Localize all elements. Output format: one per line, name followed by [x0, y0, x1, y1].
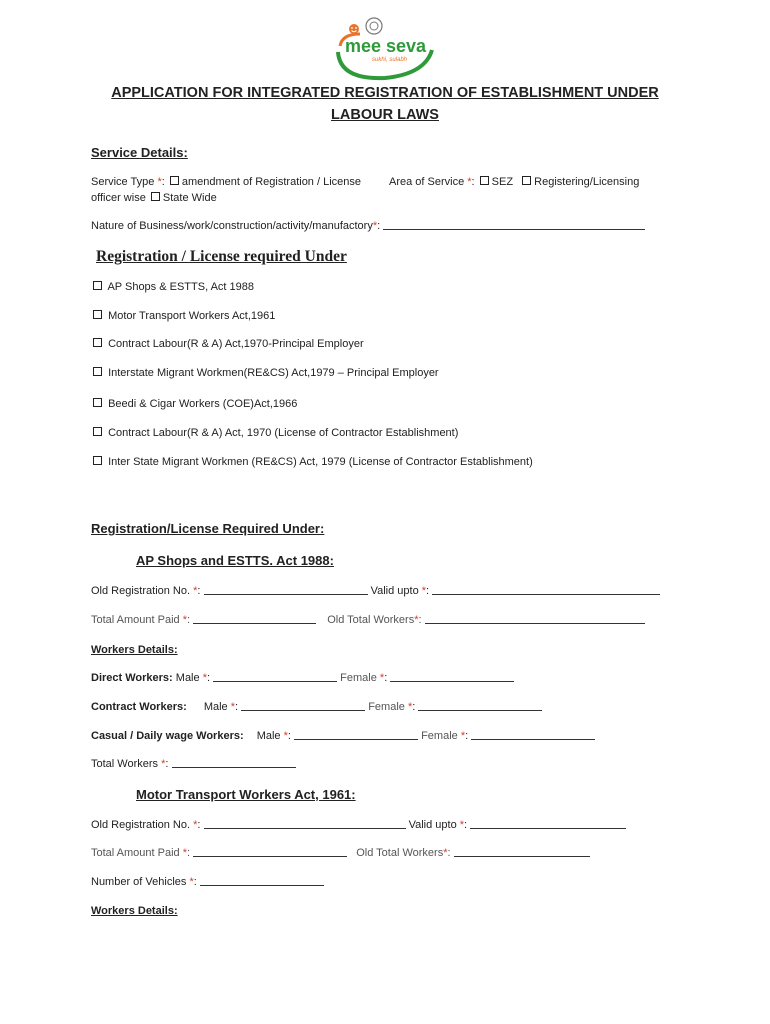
required-star: * [230, 701, 236, 713]
act-label: AP Shops & ESTTS, Act 1988 [107, 281, 254, 293]
colon: : [193, 876, 197, 888]
colon: : [187, 847, 191, 859]
state-wide-option-label: State Wide [162, 192, 217, 204]
act-checkbox[interactable] [93, 281, 102, 290]
state-wide-checkbox[interactable] [151, 192, 160, 201]
colon: : [384, 672, 388, 684]
colon: : [287, 730, 291, 742]
act-label: Contract Labour(R & A) Act,1970-Principal Employer [108, 338, 364, 350]
casual-workers-label: Casual / Daily wage Workers: [91, 730, 244, 742]
amendment-checkbox[interactable] [170, 176, 179, 185]
ap-old-registration-input[interactable] [204, 585, 368, 595]
required-star: * [407, 701, 413, 713]
direct-male-input[interactable] [213, 672, 337, 682]
old-total-workers-label: Old Total Workers [327, 614, 415, 626]
colon: : [426, 585, 430, 597]
required-star: * [467, 176, 472, 188]
motor-valid-upto-input[interactable] [470, 819, 626, 829]
male-label: Male [175, 672, 200, 684]
colon: : [235, 701, 239, 713]
valid-upto-label: Valid upto [408, 819, 457, 831]
colon: : [447, 847, 451, 859]
motor-old-registration-row [91, 819, 626, 831]
old-registration-label: Old Registration No. [91, 585, 191, 597]
act-item [91, 281, 254, 293]
required-star: * [372, 220, 378, 232]
colon: : [165, 758, 169, 770]
amendment-option-label: amendment of Registration / License [181, 176, 362, 188]
act-item [91, 427, 458, 439]
service-type-row [91, 176, 361, 188]
nature-of-business-input[interactable] [383, 220, 645, 230]
female-label: Female [340, 672, 377, 684]
total-workers-label: Total Workers [91, 758, 159, 770]
logo-text: mee seva [345, 36, 427, 56]
required-star: * [283, 730, 288, 742]
required-star: * [193, 819, 198, 831]
female-label: Female [368, 701, 405, 713]
required-star: * [459, 819, 465, 831]
act-checkbox[interactable] [93, 310, 102, 319]
male-label: Male [203, 701, 228, 713]
logo-face-icon [349, 24, 359, 34]
required-star: * [189, 876, 194, 888]
motor-total-amount-input[interactable] [193, 847, 347, 857]
ap-old-registration-row [91, 585, 660, 597]
male-label: Male [256, 730, 281, 742]
act-label: Contract Labour(R & A) Act, 1970 (License of Contractor Establishment) [108, 427, 459, 439]
act-label: Motor Transport Workers Act,1961 [108, 310, 276, 322]
colon: : [187, 614, 191, 626]
colon: : [464, 819, 468, 831]
act-label: Inter State Migrant Workmen (RE&CS) Act, 1979 (License of Contractor Establishment) [108, 456, 533, 468]
ap-valid-upto-input[interactable] [432, 585, 660, 595]
required-star: * [414, 614, 419, 626]
act-label: Beedi & Cigar Workers (COE)Act,1966 [108, 398, 298, 410]
valid-upto-label: Valid upto [370, 585, 419, 597]
required-star: * [421, 585, 427, 597]
contract-workers-label: Contract Workers: [91, 701, 187, 713]
logo-tagline: sukhi, sulabh [372, 57, 408, 63]
registering-option-label: Registering/Licensing [534, 176, 640, 188]
required-star: * [193, 585, 198, 597]
registering-checkbox[interactable] [522, 176, 531, 185]
act-item [91, 338, 364, 350]
officer-wise-label: officer wise [91, 192, 146, 204]
colon: : [412, 701, 416, 713]
act-checkbox[interactable] [93, 427, 102, 436]
required-star: * [157, 176, 162, 188]
act-checkbox[interactable] [93, 456, 102, 465]
registration-required-heading: Registration / License required Under [96, 248, 347, 265]
ap-total-amount-input[interactable] [193, 614, 316, 624]
motor-amount-row [91, 847, 590, 859]
emblem-icon [366, 18, 382, 34]
ap-workers-details-heading: Workers Details: [91, 644, 178, 656]
act-checkbox[interactable] [93, 398, 102, 407]
act-checkbox[interactable] [93, 367, 102, 376]
motor-old-registration-input[interactable] [204, 819, 406, 829]
required-star: * [443, 847, 448, 859]
service-type-label: Service Type [91, 176, 155, 188]
act-item [91, 310, 275, 322]
area-of-service-label: Area of Service [389, 176, 465, 188]
nature-of-business-label: Nature of Business/work/construction/activity/manufactory [91, 220, 373, 232]
colon: : [197, 585, 201, 597]
direct-female-input[interactable] [390, 672, 514, 682]
colon: : [471, 176, 475, 188]
colon: : [206, 672, 211, 684]
area-of-service-row [389, 176, 639, 188]
motor-old-total-workers-input[interactable] [454, 847, 590, 857]
officer-wise-row [91, 192, 217, 204]
nature-of-business-row [91, 220, 645, 232]
direct-workers-label: Direct Workers: [91, 672, 173, 684]
total-amount-paid-label: Total Amount Paid [91, 614, 180, 626]
required-star: * [202, 672, 207, 684]
female-label: Female [421, 730, 458, 742]
vehicles-row [91, 876, 324, 888]
total-workers-input[interactable] [172, 758, 296, 768]
casual-workers-row [91, 730, 595, 742]
number-of-vehicles-input[interactable] [200, 876, 324, 886]
ap-amount-row [91, 614, 645, 626]
required-star: * [182, 614, 188, 626]
colon: : [377, 220, 381, 232]
page-title-line2: LABOUR LAWS [331, 107, 439, 123]
colon: : [418, 614, 422, 626]
direct-workers-row [91, 672, 514, 684]
required-star: * [460, 730, 466, 742]
required-star: * [379, 672, 385, 684]
contract-female-input[interactable] [418, 701, 542, 711]
registration-license-required-heading: Registration/License Required Under: [91, 521, 325, 536]
contract-workers-row [91, 701, 542, 713]
act-item [91, 367, 439, 379]
act-label: Interstate Migrant Workmen(RE&CS) Act,1979 – Principal Employer [108, 367, 439, 379]
ap-shops-heading: AP Shops and ESTTS. Act 1988: [136, 553, 334, 568]
service-details-heading: Service Details: [91, 145, 188, 160]
colon: : [197, 819, 201, 831]
old-total-workers-label: Old Total Workers [356, 847, 444, 859]
motor-workers-details-heading: Workers Details: [91, 905, 178, 917]
sez-option-label: SEZ [491, 176, 514, 188]
total-workers-row [91, 758, 296, 770]
number-of-vehicles-label: Number of Vehicles [91, 876, 187, 888]
act-item [91, 398, 297, 410]
required-star: * [161, 758, 166, 770]
casual-male-input[interactable] [294, 730, 418, 740]
contract-male-input[interactable] [241, 701, 365, 711]
colon: : [161, 176, 165, 188]
sez-checkbox[interactable] [480, 176, 489, 185]
old-registration-label: Old Registration No. [91, 819, 191, 831]
page-title-line1: APPLICATION FOR INTEGRATED REGISTRATION OF ESTABLISHMENT UNDER [111, 85, 659, 101]
motor-transport-heading: Motor Transport Workers Act, 1961: [136, 787, 356, 802]
casual-female-input[interactable] [471, 730, 595, 740]
colon: : [465, 730, 469, 742]
act-checkbox[interactable] [93, 338, 102, 347]
ap-old-total-workers-input[interactable] [425, 614, 645, 624]
total-amount-paid-label: Total Amount Paid [91, 847, 180, 859]
act-item [91, 456, 533, 468]
required-star: * [182, 847, 188, 859]
